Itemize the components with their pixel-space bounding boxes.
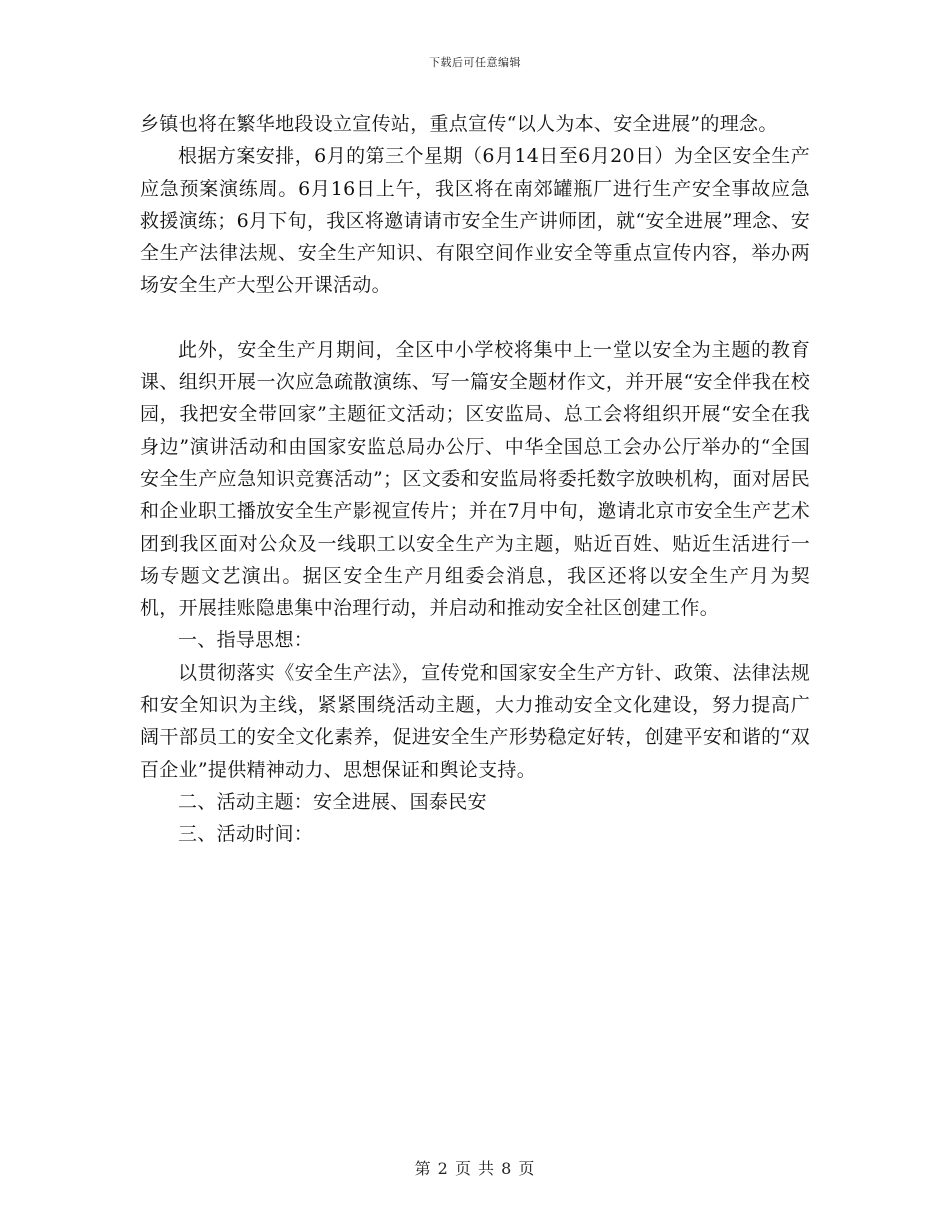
document-body (140, 108, 810, 851)
paragraph-drill-week: 根据方案安排，6月的第三个星期（6月14日至6月20日）为全区安全生产应急预案演练周。6月16日上午，我区将在南郊罐瓶厂进行生产安全事故应急救援演练；6月下旬，我区将邀请请市安全生产讲师团，就“安全进展”理念、安全生产法律法规、安全生产知识、有限空间作业安全等重点宣传内容，举办两场安全生产大型公开课活动。 (140, 145, 810, 297)
section-heading-activity-theme: 二、活动主题：安全进展、国泰民安 (178, 790, 487, 813)
paragraph-school-activities: 此外，安全生产月期间，全区中小学校将集中上一堂以安全为主题的教育课、组织开展一次应急疏散演练、写一篇安全题材作文，并开展“安全伴我在校园，我把安全带回家”主题征文活动；区安监局、总工会将组织开展“安全在我身边”演讲活动和由国家安监总局办公厅、中华全国总工会办公厅举办的“全国安全生产应急知识竞赛活动”；区文委和安监局将委托数字放映机构，面对居民和企业职工播放安全生产影视宣传片；并在7月中旬，邀请北京市安全生产艺术团到我区面对公众及一线职工以安全生产为主题，贴近百姓、贴近生活进行一场专题文艺演出。据区安全生产月组委会消息，我区还将以安全生产月为契机，开展挂账隐患集中治理行动，并启动和推动安全社区创建工作。 (140, 338, 810, 620)
section-heading-guiding-ideology: 一、指导思想： (178, 629, 314, 652)
paragraph-continuation: 乡镇也将在繁华地段设立宣传站，重点宣传“以人为本、安全进展”的理念。 (140, 113, 778, 135)
page-number: 第 2 页 共 8 页 (414, 1159, 536, 1178)
page-header: 下载后可任意编辑 (429, 56, 521, 69)
paragraph-guiding-ideology: 以贯彻落实《安全生产法》，宣传党和国家安全生产方针、政策、法律法规和安全知识为主线，紧紧围绕活动主题，大力推动安全文化建设，努力提高广阔干部员工的安全文化素养，促进安全生产形势稳定好转，创建平安和谐的“双百企业”提供精神动力、思想保证和舆论支持。 (140, 661, 810, 781)
section-heading-activity-time: 三、活动时间： (178, 823, 314, 846)
